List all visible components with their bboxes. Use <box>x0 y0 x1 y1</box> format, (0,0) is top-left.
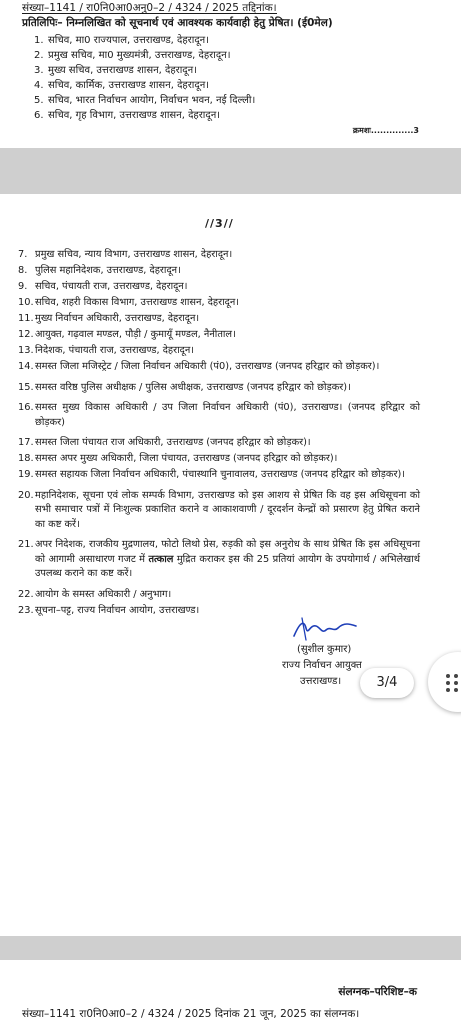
list-item: 3. मुख्य सचिव, उत्तराखण्ड शासन, देहरादून। <box>34 65 197 76</box>
signature <box>290 614 360 644</box>
list-item: 8. पुलिस महानिदेशक, उत्तराखण्ड, देहरादून। <box>18 265 181 276</box>
list-item: 2. प्रमुख सचिव, मा0 मुख्यमंत्री, उत्तराखण्ड, देहरादून। <box>34 50 231 61</box>
list-item: 1. सचिव, मा0 राज्यपाल, उत्तराखण्ड, देहरादून। <box>34 35 209 46</box>
copy-to-heading: प्रतिलिपिः– निम्नलिखित को सूचनार्थ एवं आवश्यक कार्यवाही हेतु प्रेषित। (ई0मेल) <box>22 17 333 29</box>
continuation-marker: क्रमशः..............3 <box>352 126 419 135</box>
document-page-3 <box>0 194 461 936</box>
list-item: 4. सचिव, कार्मिक, उत्तराखण्ड शासन, देहरादून। <box>34 80 210 91</box>
signatory-org: उत्तराखण्ड। <box>300 676 342 687</box>
list-item: 12. आयुक्त, गढ़वाल मण्डल, पौड़ी / कुमायूँ मण्डल, नैनीताल। <box>18 329 236 340</box>
list-item: 5. सचिव, भारत निर्वाचन आयोग, निर्वाचन भवन, नई दिल्ली। <box>34 95 256 106</box>
list-item: 7. प्रमुख सचिव, न्याय विभाग, उत्तराखण्ड शासन, देहरादून। <box>18 249 233 260</box>
reference-number: संख्या–1141 / रा0नि0आ0अनु0–2 / 4324 / 2025 तद्दिनांक। <box>22 2 277 14</box>
signatory-name: (सुशील कुमार) <box>297 644 352 655</box>
annex-label: संलग्नक–परिशिष्ट–क <box>338 986 417 998</box>
list-item: 17. समस्त जिला पंचायत राज अधिकारी, उत्तराखण्ड (जनपद हरिद्वार को छोड़कर)। <box>18 437 311 448</box>
list-item: 23. सूचना–पट्ट, राज्य निर्वाचन आयोग, उत्तराखण्ड। <box>18 604 200 616</box>
list-item: 22. आयोग के समस्त अधिकारी / अनुभाग। <box>18 588 172 600</box>
document-page-4-fragment <box>0 960 461 1024</box>
list-item: 13. निदेशक, पंचायती राज, उत्तराखण्ड, देहरादून। <box>18 345 194 356</box>
list-item: 6. सचिव, गृह विभाग, उत्तराखण्ड शासन, देहरादून। <box>34 110 221 121</box>
list-item: 21. अपर निदेशक, राजकीय मुद्रणालय, फोटो लिथो प्रेस, रुड़की को इस अनुरोध के साथ प्रेषित कि इस अधिसूचना को आगामी असाधारण गजट में तत्काल मुद्रित कराकर इस की 25 प्रतियां आयोग के उपयोगार्थ / अभिलेखार्थ उपलब्ध कराने का कष्ट करें। <box>18 539 420 579</box>
recipient-list-top <box>34 32 255 122</box>
page-number-marker: //3// <box>205 217 234 230</box>
list-item: 14. समस्त जिला मजिस्ट्रेट / जिला निर्वाचन अधिकारी (पं0), उत्तराखण्ड (जनपद हरिद्वार को छोड़कर)। <box>18 361 380 372</box>
signatory-title: राज्य निर्वाचन आयुक्त <box>282 660 362 671</box>
list-item: 15. समस्त वरिष्ठ पुलिस अधीक्षक / पुलिस अधीक्षक, उत्तराखण्ड (जनपद हरिद्वार को छोड़कर)। <box>18 381 351 393</box>
list-item: 10. सचिव, शहरी विकास विभाग, उत्तराखण्ड शासन, देहरादून। <box>18 297 240 308</box>
recipient-list <box>18 248 420 620</box>
annex-reference: संख्या–1141 रा0नि0आ0–2 / 4324 / 2025 दिनांक 21 जून, 2025 का संलग्नक। <box>22 1008 360 1020</box>
list-item: 19. समस्त सहायक जिला निर्वाचन अधिकारी, पंचास्थानि चुनावालय, उत्तराखण्ड (जनपद हरिद्वार को छोड़कर)। <box>18 469 405 480</box>
list-item: 16. समस्त मुख्य विकास अधिकारी / उप जिला निर्वाचन अधिकारी (पं0), उत्तराखण्ड। (जनपद हरिद्वार को छोड़कर) <box>18 402 420 428</box>
page-indicator: 3/4 <box>360 668 414 698</box>
list-item: 18. समस्त अपर मुख्य अधिकारी, जिला पंचायत, उत्तराखण्ड (जनपद हरिद्वार को छोड़कर)। <box>18 453 338 464</box>
list-item: 11. मुख्य निर्वाचन अधिकारी, उत्तराखण्ड, देहरादून। <box>18 313 200 324</box>
list-item: 9. सचिव, पंचायती राज, उत्तराखण्ड, देहरादून। <box>18 281 188 292</box>
document-page-2-fragment <box>0 0 461 148</box>
list-item: 20. महानिदेशक, सूचना एवं लोक सम्पर्क विभाग, उत्तराखण्ड को इस आशय से प्रेषित कि वह इस अधिसूचना को सभी समाचार पत्रों में निःशुल्क प्रकाशित कराने व आकाशवाणी / दूरदर्शन केन्द्रों को प्रसारण हेतु प्रेषित कराने का कष्ट करें। <box>18 489 420 530</box>
